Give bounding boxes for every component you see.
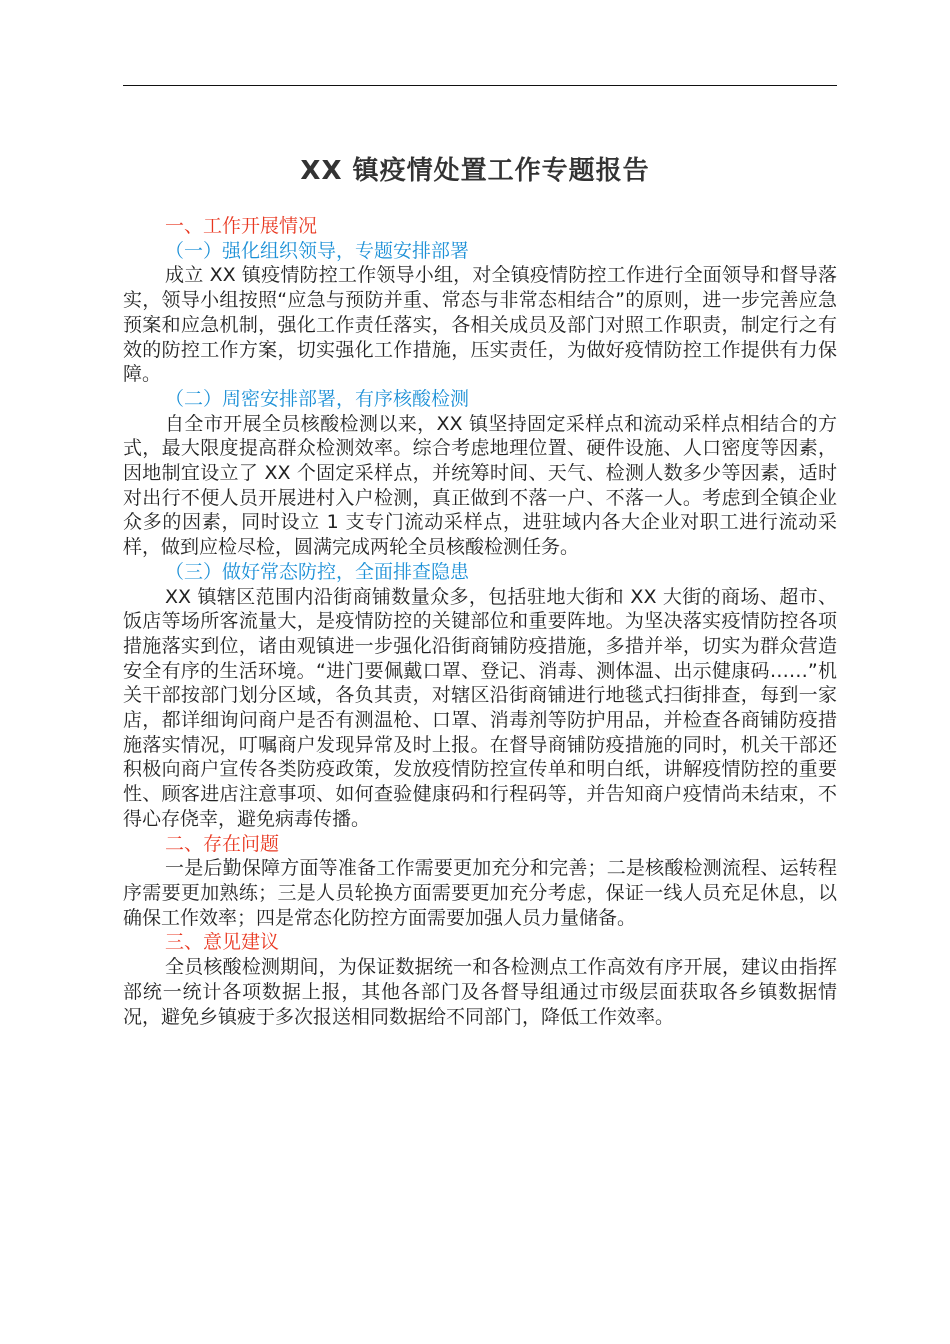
section-heading-work-progress: 一、工作开展情况 xyxy=(165,215,318,237)
subsection-heading-routine-prevention: （三）做好常态防控，全面排查隐患 xyxy=(165,560,470,583)
paragraph-suggestions: 全员核酸检测期间，为保证数据统一和各检测点工作高效有序开展，建议由指挥部统一统计各项数据上报，其他各部门及各督导组通过市级层面获取各乡镇数据情况，避免乡镇疲于多次报送相同数据给不同部门，降低工作效率。 xyxy=(123,956,837,1028)
paragraph-problems: 一是后勤保障方面等准备工作需要更加充分和完善；二是核酸检测流程、运转程序需要更加熟练；三是人员轮换方面需要更加充分考虑，保证一线人员充足休息，以确保工作效率；四是常态化防控方面需要加强人员力量储备。 xyxy=(123,857,837,929)
subsection-heading-nucleic-testing: （二）周密安排部署，有序核酸检测 xyxy=(165,387,470,410)
paragraph-nucleic-testing: 自全市开展全员核酸检测以来，XX 镇坚持固定采样点和流动采样点相结合的方式，最大限度提高群众检测效率。综合考虑地理位置、硬件设施、人口密度等因素，因地制宜设立了 XX 个固定采样点，并统筹时间、天气、检测人数多少等因素，适时对出行不便人员开展进村入户检测，真正做到不落一户、不落一人。考虑到全镇企业众多的因素，同时设立 1 支专门流动采样点，进驻域内各大企业对职工进行流动采样，做到应检尽检，圆满完成两轮全员核酸检测任务。 xyxy=(123,412,837,559)
section-heading-problems: 二、存在问题 xyxy=(165,832,280,855)
paragraph-organization: 成立 XX 镇疫情防控工作领导小组，对全镇疫情防控工作进行全面领导和督导落实，领导小组按照“应急与预防并重、常态与非常态相结合”的原则，进一步完善应急预案和应急机制，强化工作责任落实，各相关成员及部门对照工作职责，制定行之有效的防控工作方案，切实强化工作措施，压实责任，为做好疫情防控工作提供有力保障。 xyxy=(123,264,837,386)
document-title: XX 镇疫情处置工作专题报告 xyxy=(300,156,650,186)
subsection-heading-organization: （一）强化组织领导，专题安排部署 xyxy=(165,239,470,262)
document-body xyxy=(123,214,837,1029)
header-rule xyxy=(123,85,837,86)
paragraph-routine-prevention: XX 镇辖区范围内沿街商铺数量众多，包括驻地大街和 XX 大街的商场、超市、饭店等场所客流量大，是疫情防控的关键部位和重要阵地。为坚决落实疫情防控各项措施落实到位，诸由观镇进一步强化沿街商铺防疫措施，多措并举，切实为群众营造安全有序的生活环境。“进门要佩戴口罩、登记、消毒、测体温、出示健康码……”机关干部按部门划分区域，各负其责，对辖区沿街商铺进行地毯式扫街排查，每到一家店，都详细询问商户是否有测温枪、口罩、消毒剂等防护用品，并检查各商铺防疫措施落实情况，叮嘱商户发现异常及时上报。在督导商铺防疫措施的同时，机关干部还积极向商户宣传各类防疫政策，发放疫情防控宣传单和明白纸，讲解疫情防控的重要性、顾客进店注意事项、如何查验健康码和行程码等，并告知商户疫情尚未结束，不得心存侥幸，避免病毒传播。 xyxy=(123,585,837,830)
section-heading-suggestions: 三、意见建议 xyxy=(165,931,280,954)
